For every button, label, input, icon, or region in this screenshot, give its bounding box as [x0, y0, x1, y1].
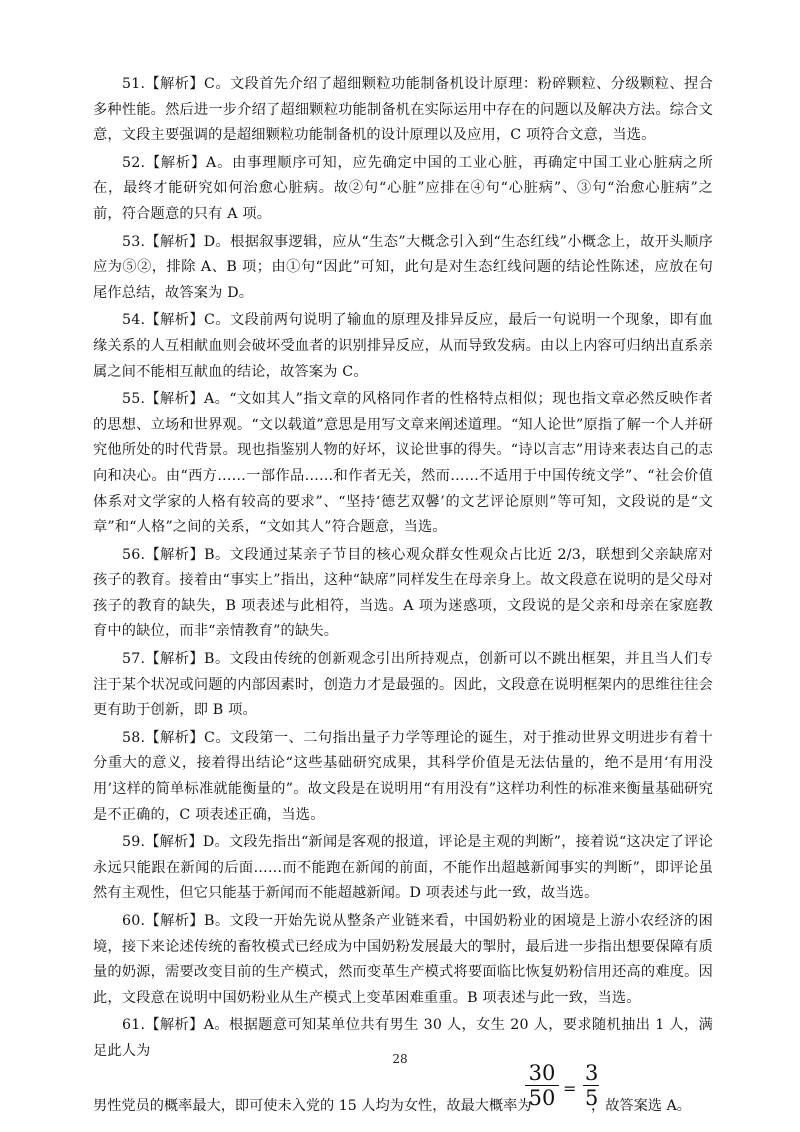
q61-text-after-fraction: ，故答案选 A。 [591, 1097, 691, 1114]
equals-sign: = [563, 1078, 577, 1098]
explanation-51: 51.【解析】C。文段首先介绍了超细颗粒功能制备机设计原理：粉碎颗粒、分级颗粒、捏合多种性能。然后进一步介绍了超细颗粒功能制备机在实际运用中存在的问题以及解决方法。综合文意，文段主要强调的是超细颗粒功能制备机的设计原理以及应用，C 项符合文意，当选。 [93, 76, 713, 144]
fraction-numerator: 30 [528, 1060, 556, 1085]
fraction-numerator: 3 [585, 1060, 599, 1085]
explanation-58: 58.【解析】C。文段第一、二句指出量子力学等理论的诞生，对于推动世界文明进步有着十分重大的意义，接着得出结论“这些基础研究成果，其科学价值是无法估量的，绝不是用‘有用没用’这样的简单标准就能衡量的”。故文段是在说明用“有用没有”这样功利性的标准来衡量基础研究是不正确的，C 项表述正确，当选。 [93, 729, 713, 823]
explanation-52: 52.【解析】A。由事理顺序可知，应先确定中国的工业心脏，再确定中国工业心脏病之所在，最终才能研究如何治愈心脏病。故②句“心脏”应排在④句“心脏病”、③句“治愈心脏病”之前，符合题意的只有 A 项。 [93, 154, 713, 222]
explanation-57: 57.【解析】B。文段由传统的创新观念引出所持观点，创新可以不跳出框架，并且当人们专注于某个状况或问题的内部因素时，创造力才是最强的。因此，文段意在说明框架内的思维往往会更有助于创新，即 B 项。 [93, 651, 713, 719]
fraction-denominator: 50 [525, 1085, 559, 1110]
fraction-30-over-50 [525, 1061, 559, 1110]
explanation-59: 59.【解析】D。文段先指出“新闻是客观的报道，评论是主观的判断”，接着说“这决定了评论永远只能跟在新闻的后面……而不能跑在新闻的前面，不能作出超越新闻事实的判断”，即评论虽然有主观性，但它只能基于新闻而不能超越新闻。D 项表述与此一致，故当选。 [93, 834, 713, 902]
explanation-61-continuation [93, 1060, 713, 1119]
explanation-53: 53.【解析】D。根据叙事逻辑，应从“生态”大概念引入到“生态红线”小概念上，故开头顺序应为⑤②，排除 A、B 项；由①句“因此”可知，此句是对生态红线问题的结论性陈述，应放在句尾作总结，故答案为 D。 [93, 233, 713, 301]
q61-text-before-fraction: 男性党员的概率最大，即可使未入党的 15 人均为女性，故最大概率为 [93, 1097, 532, 1114]
explanation-56: 56.【解析】B。文段通过某亲子节目的核心观众群女性观众占比近 2/3，联想到父亲缺席对孩子的教育。接着由“事实上”指出，这种“缺席”同样发生在母亲身上。故文段意在说明的是父母对孩子的教育的缺失，B 项表述与此相符，当选。A 项为迷惑项，文段说的是父亲和母亲在家庭教育中的缺位，而非“亲情教育”的缺失。 [93, 546, 713, 640]
explanation-61: 61.【解析】A。根据题意可知某单位共有男生 30 人，女生 20 人，要求随机抽出 1 人，满足此人为 [93, 1017, 713, 1059]
fraction-denominator: 5 [585, 1085, 599, 1110]
answer-explanations [93, 72, 713, 1119]
explanation-60: 60.【解析】B。文段一开始先说从整条产业链来看，中国奶粉业的困境是上游小农经济的困境，接下来论述传统的畜牧模式已经成为中国奶粉发展最大的掣肘，最后进一步指出想要保障有质量的奶源，需要改变目前的生产模式，然而变革生产模式将要面临比恢复奶粉信用还高的难度。因此，文段意在说明中国奶粉业从生产模式上变革困难重重。B 项表述与此一致，当选。 [93, 913, 713, 1006]
explanation-54: 54.【解析】C。文段前两句说明了输血的原理及排异反应，最后一句说明一个现象，即有血缘关系的人互相献血则会破坏受血者的识别排异反应，从而导致发病。由以上内容可归纳出直系亲属之间不能相互献血的结论，故答案为 C。 [93, 312, 713, 380]
page-number: 28 [392, 1052, 408, 1066]
explanation-55: 55.【解析】A。“文如其人”指文章的风格同作者的性格特点相似；现也指文章必然反映作者的思想、立场和世界观。“文以载道”意思是用写文章来阐述道理。“知人论世”原指了解一个人并研究他所处的时代背景。现也指鉴别人物的好坏，议论世事的得失。“诗以言志”用诗来表达自己的志向和决心。由“西方……一部作品……和作者无关，然而……不适用于中国传统文学”、“社会价值体系对文学家的人格有较高的要求”、“坚持‘德艺双馨’的文艺评论原则”等可知，文段说的是“文章”和“人格”之间的关系，“文如其人”符合题意，当选。 [93, 391, 713, 536]
